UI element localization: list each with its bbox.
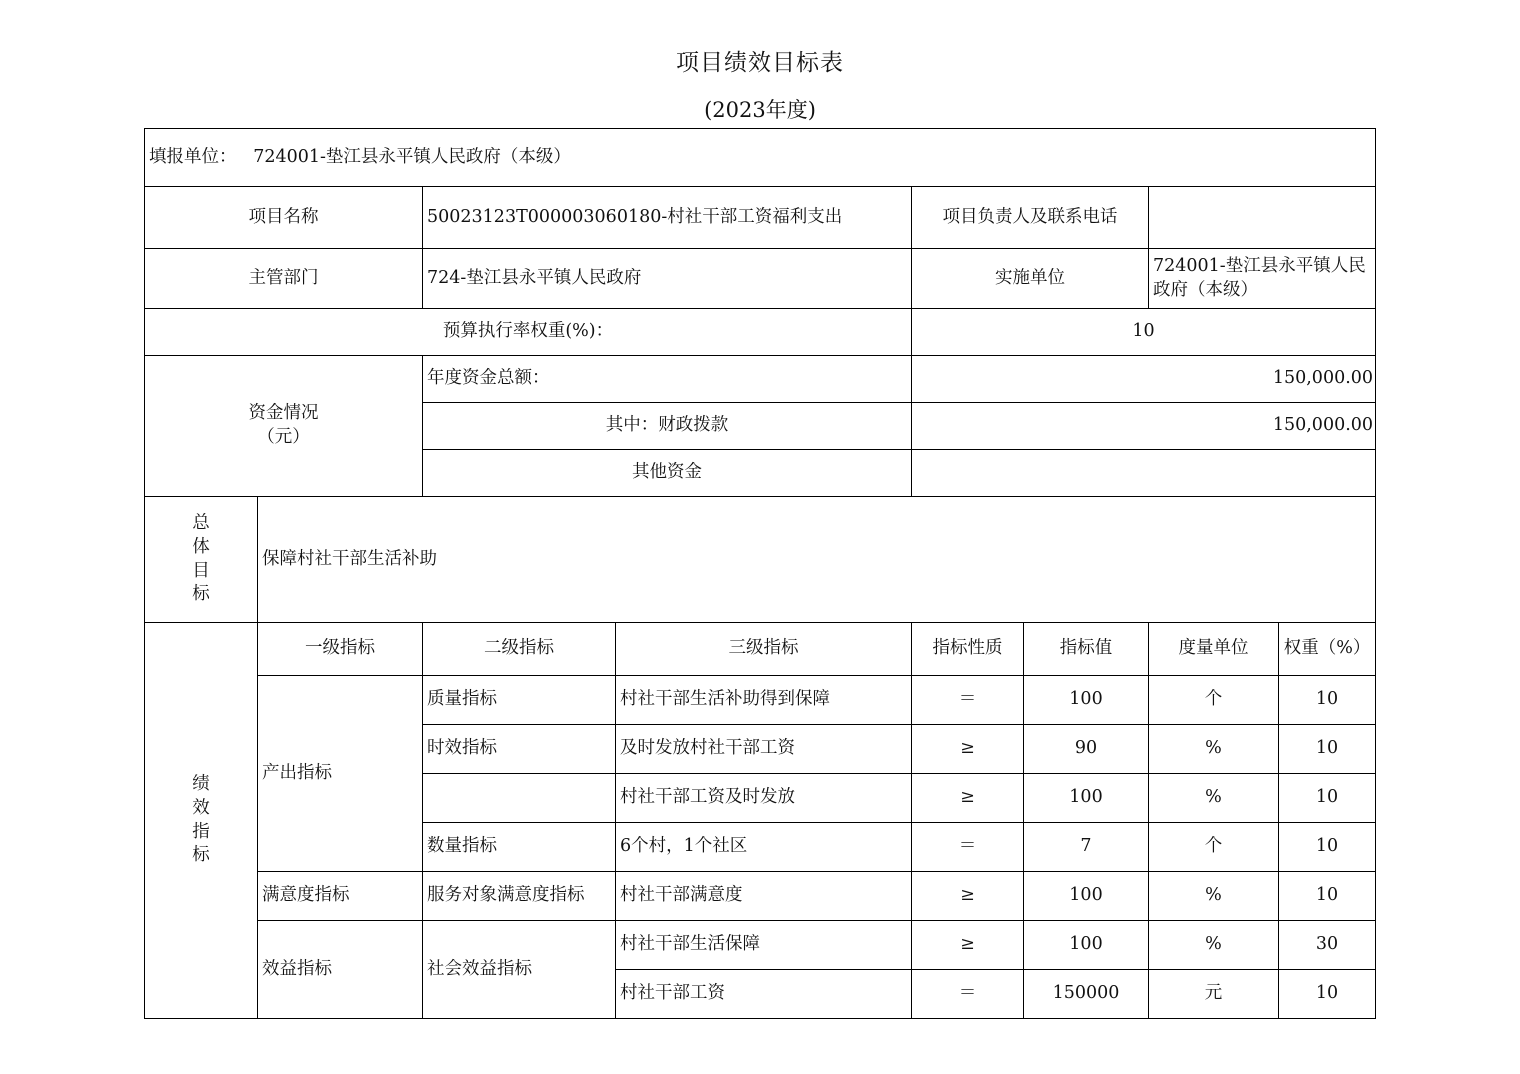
row-level3: 村社干部生活保障	[616, 921, 912, 970]
row-weight: 10	[1279, 774, 1376, 823]
funds-label-line1: 资金情况	[248, 403, 319, 424]
row-unit: %	[1149, 872, 1279, 921]
header-level3: 三级指标	[616, 623, 912, 676]
row-nature: ＝	[912, 823, 1024, 872]
header-nature: 指标性质	[912, 623, 1024, 676]
row-nature: ＝	[912, 970, 1024, 1019]
project-name-row	[145, 187, 1376, 249]
funds-label-line2: （元）	[257, 427, 310, 447]
row-nature: ≥	[912, 774, 1024, 823]
funds-other-value	[912, 450, 1376, 497]
header-value: 指标值	[1024, 623, 1149, 676]
header-unit: 度量单位	[1149, 623, 1279, 676]
header-level2: 二级指标	[423, 623, 616, 676]
row-level3: 及时发放村社干部工资	[616, 725, 912, 774]
row-level2: 时效指标	[423, 725, 616, 774]
row-weight: 10	[1279, 823, 1376, 872]
indicator-header-row	[145, 623, 1376, 676]
implementing-unit-label: 实施单位	[912, 249, 1149, 309]
row-value: 150000	[1024, 970, 1149, 1019]
row-weight: 10	[1279, 676, 1376, 725]
overall-goal-char: 体	[192, 536, 210, 557]
row-nature: ≥	[912, 921, 1024, 970]
row-nature: ≥	[912, 725, 1024, 774]
table-row	[145, 872, 1376, 921]
row-nature: ＝	[912, 676, 1024, 725]
row-unit: %	[1149, 725, 1279, 774]
filler-unit-label: 填报单位：	[149, 146, 237, 167]
department-row	[145, 249, 1376, 309]
indicators-label	[145, 623, 258, 1019]
row-level2: 数量指标	[423, 823, 616, 872]
row-weight: 10	[1279, 872, 1376, 921]
row-unit: 个	[1149, 676, 1279, 725]
project-contact-label: 项目负责人及联系电话	[912, 187, 1149, 249]
project-name-label: 项目名称	[145, 187, 423, 249]
row-nature: ≥	[912, 872, 1024, 921]
row-level3: 村社干部满意度	[616, 872, 912, 921]
row-level2: 社会效益指标	[423, 921, 616, 1019]
row-value: 90	[1024, 725, 1149, 774]
performance-goal-table	[144, 128, 1376, 1019]
project-contact-value	[1149, 187, 1376, 249]
group-benefit: 效益指标	[258, 921, 423, 1019]
overall-goal-char: 总	[192, 513, 210, 534]
funds-total-row	[145, 356, 1376, 403]
row-unit: %	[1149, 774, 1279, 823]
overall-goal-label	[145, 497, 258, 623]
budget-weight-value: 10	[912, 309, 1376, 356]
funds-other-label: 其他资金	[423, 450, 912, 497]
table-row	[145, 676, 1376, 725]
row-value: 100	[1024, 872, 1149, 921]
department-value: 724-垫江县永平镇人民政府	[423, 249, 912, 309]
row-level3: 村社干部生活补助得到保障	[616, 676, 912, 725]
row-unit: 个	[1149, 823, 1279, 872]
group-satisfaction: 满意度指标	[258, 872, 423, 921]
page-subtitle: (2023年度)	[704, 98, 816, 122]
funds-fiscal-label: 其中：财政拨款	[423, 403, 912, 450]
indicators-char: 绩	[192, 774, 210, 795]
budget-weight-label: 预算执行率权重(%)：	[145, 309, 912, 356]
row-weight: 30	[1279, 921, 1376, 970]
row-weight: 10	[1279, 725, 1376, 774]
overall-goal-char: 标	[192, 584, 210, 605]
row-value: 100	[1024, 774, 1149, 823]
row-value: 7	[1024, 823, 1149, 872]
project-name-value: 50023123T000003060180-村社干部工资福利支出	[423, 187, 912, 249]
indicators-char: 指	[192, 821, 210, 842]
filler-unit-value: 724001-垫江县永平镇人民政府（本级）	[253, 146, 571, 167]
row-value: 100	[1024, 676, 1149, 725]
row-value: 100	[1024, 921, 1149, 970]
table-row	[145, 921, 1376, 970]
group-output: 产出指标	[258, 676, 423, 872]
overall-goal-char: 目	[192, 560, 210, 581]
overall-goal-text: 保障村社干部生活补助	[258, 497, 1376, 623]
row-unit: 元	[1149, 970, 1279, 1019]
filler-unit-cell	[145, 129, 1376, 187]
department-label: 主管部门	[145, 249, 423, 309]
implementing-unit-value: 724001-垫江县永平镇人民政府（本级）	[1149, 249, 1376, 309]
header-weight: 权重（%）	[1279, 623, 1376, 676]
indicators-char: 标	[192, 845, 210, 866]
funds-total-label: 年度资金总额：	[423, 356, 912, 403]
row-weight: 10	[1279, 970, 1376, 1019]
row-level2: 质量指标	[423, 676, 616, 725]
row-level3: 村社干部工资及时发放	[616, 774, 912, 823]
header-level1: 一级指标	[258, 623, 423, 676]
row-level3: 6个村，1个社区	[616, 823, 912, 872]
budget-weight-row	[145, 309, 1376, 356]
overall-goal-row	[145, 497, 1376, 623]
funds-fiscal-value: 150,000.00	[912, 403, 1376, 450]
funds-total-value: 150,000.00	[912, 356, 1376, 403]
page-title: 项目绩效目标表	[676, 50, 844, 76]
row-level2: 服务对象满意度指标	[423, 872, 616, 921]
funds-label	[145, 356, 423, 497]
row-level2	[423, 774, 616, 823]
row-unit: %	[1149, 921, 1279, 970]
filler-row	[145, 129, 1376, 187]
indicators-char: 效	[192, 797, 210, 818]
row-level3: 村社干部工资	[616, 970, 912, 1019]
